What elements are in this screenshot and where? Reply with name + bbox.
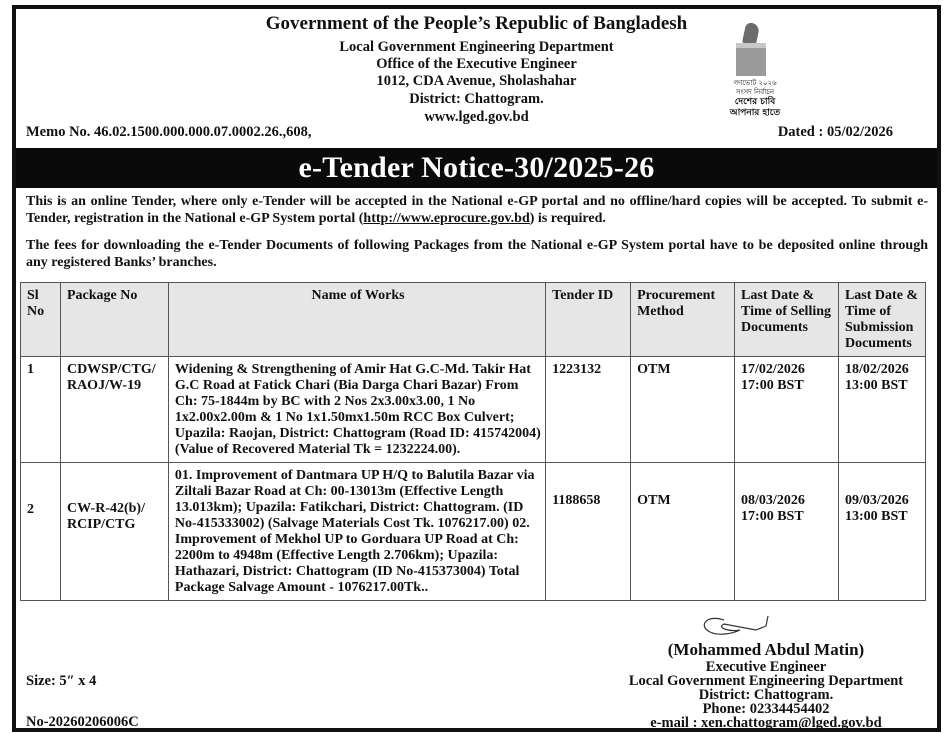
cell-selling bbox=[735, 357, 839, 463]
logo-text-2: সংসদ নির্বাচন bbox=[735, 88, 775, 96]
memo-number: Memo No. 46.02.1500.000.000.07.0002.26.,608, bbox=[26, 124, 312, 140]
cell-package bbox=[60, 463, 168, 601]
selling-time: 17:00 BST bbox=[741, 509, 804, 524]
header-tender-id: Tender ID bbox=[546, 283, 631, 357]
intro-text-b: ) is required. bbox=[529, 211, 606, 226]
election-logo bbox=[722, 18, 788, 118]
government-title: Government of the People’s Republic of Bangladesh bbox=[265, 13, 688, 34]
cell-method: OTM bbox=[631, 463, 735, 601]
eprocure-link[interactable]: http://www.eprocure.gov.bd bbox=[363, 211, 530, 226]
selling-date: 08/03/2026 bbox=[741, 493, 805, 508]
signer-designation: Executive Engineer bbox=[705, 659, 827, 675]
cell-tender-id: 1223132 bbox=[546, 357, 631, 463]
submission-time: 13:00 BST bbox=[844, 378, 908, 393]
cell-works: Widening & Strengthening of Amir Hat G.C-Md. Takir Hat G.C Road at Fatick Chari (Bia Darga Chari Bazar) From Ch: 75-1844m by BC with 2 Nos 2x3.00x3.00, 1 No 1x2.00x2.00m & 1 No 1x1.50mx1.50m RCC Box Culvert; Upazila: Raojan, District: Chattogram (Road ID: 415742004) (Value of Recovered Material Tk = 1232224.00). bbox=[168, 357, 545, 463]
tender-table bbox=[20, 282, 926, 601]
logo-text-3: দেশের চাবি bbox=[734, 97, 776, 107]
table-header-row bbox=[21, 283, 926, 357]
signer-phone: Phone: 02334454402 bbox=[702, 701, 830, 717]
notice-frame bbox=[12, 5, 941, 732]
table-row bbox=[21, 357, 926, 463]
office-name: Office of the Executive Engineer bbox=[376, 56, 577, 72]
cell-sl bbox=[21, 463, 61, 601]
signer-district: District: Chattogram. bbox=[698, 687, 834, 703]
submission-time: 13:00 BST bbox=[844, 509, 908, 524]
cell-method: OTM bbox=[631, 357, 735, 463]
website-link[interactable]: www.lged.gov.bd bbox=[424, 109, 529, 125]
cell-works: 01. Improvement of Dantmara UP H/Q to Balutila Bazar via Ziltali Bazar Road at Ch: 00-13013m (Effective Length 13.013km); Upazila: Fatikchari, District: Chattogram. (ID No-415333002) (Salvage Materials Cost Tk. 1076217.00) 02. Improvement of Mekhol UP to Gorduara UP Road at Ch: 2200m to 4948m (Effective Length 2.706km); Upazila: Hathazari, District: Chattogram (ID No-415373004) Total Package Salvage Amount - 1076217.00Tk.. bbox=[168, 463, 545, 601]
ballot-box-icon bbox=[736, 48, 766, 76]
header-sl-no: Sl No bbox=[21, 283, 61, 357]
intro-paragraph-2: The fees for downloading the e-Tender Documents of following Packages from the National e-GP System portal have to be deposited online through any registered Banks’ branches. bbox=[26, 238, 928, 270]
department-name: Local Government Engineering Department bbox=[339, 39, 614, 55]
cell-sl: 1 bbox=[21, 357, 61, 463]
reference-number: No-20260206006C bbox=[26, 714, 139, 730]
logo-text-4: আপনার হাতে bbox=[729, 108, 781, 118]
size-label: Size: 5″ x 4 bbox=[26, 673, 97, 689]
office-address: 1012, CDA Avenue, Sholashahar bbox=[376, 73, 577, 89]
table-row bbox=[21, 463, 926, 601]
cell-submission bbox=[838, 463, 925, 601]
notice-banner: e-Tender Notice-30/2025-26 bbox=[16, 148, 937, 188]
email-label: e-mail : bbox=[650, 715, 702, 731]
intro-paragraph-1 bbox=[26, 193, 928, 227]
selling-time: 17:00 BST bbox=[741, 378, 804, 393]
intro-text-a: This is an online Tender, where only e-Tender will be accepted in the National e-GP portal and no offline/hard copies will be accepted. To submit e-Tender, registration in the National e-GP System portal ( bbox=[26, 194, 928, 226]
header-procurement-method: Procurement Method bbox=[631, 283, 735, 357]
signer-email bbox=[556, 716, 951, 731]
header-submission-date: Last Date & Time of Submission Documents bbox=[838, 283, 925, 357]
header-package-no: Package No bbox=[60, 283, 168, 357]
dated: Dated : 05/02/2026 bbox=[777, 124, 893, 140]
cell-submission bbox=[838, 357, 925, 463]
district-line: District: Chattogram. bbox=[409, 91, 544, 107]
submission-date: 09/03/2026 bbox=[844, 493, 909, 508]
cell-selling bbox=[735, 463, 839, 601]
signer-name: (Mohammed Abdul Matin) bbox=[667, 640, 865, 659]
header-name-of-works: Name of Works bbox=[168, 283, 545, 357]
sl-value: 2 bbox=[27, 502, 34, 517]
header-selling-date: Last Date & Time of Selling Documents bbox=[735, 283, 839, 357]
logo-text-1: গণভোট ২০২৬ bbox=[733, 79, 777, 87]
signer-department: Local Government Engineering Department bbox=[628, 673, 904, 689]
selling-date: 17/02/2026 bbox=[741, 362, 805, 377]
submission-date: 18/02/2026 bbox=[844, 362, 909, 377]
package-value: CW-R-42(b)/ RCIP/CTG bbox=[66, 501, 145, 532]
cell-tender-id: 1188658 bbox=[546, 463, 631, 601]
signature-image bbox=[606, 612, 936, 642]
cell-package: CDWSP/CTG/ RAOJ/W-19 bbox=[60, 357, 168, 463]
email-link[interactable]: xen.chattogram@lged.gov.bd bbox=[701, 715, 882, 731]
